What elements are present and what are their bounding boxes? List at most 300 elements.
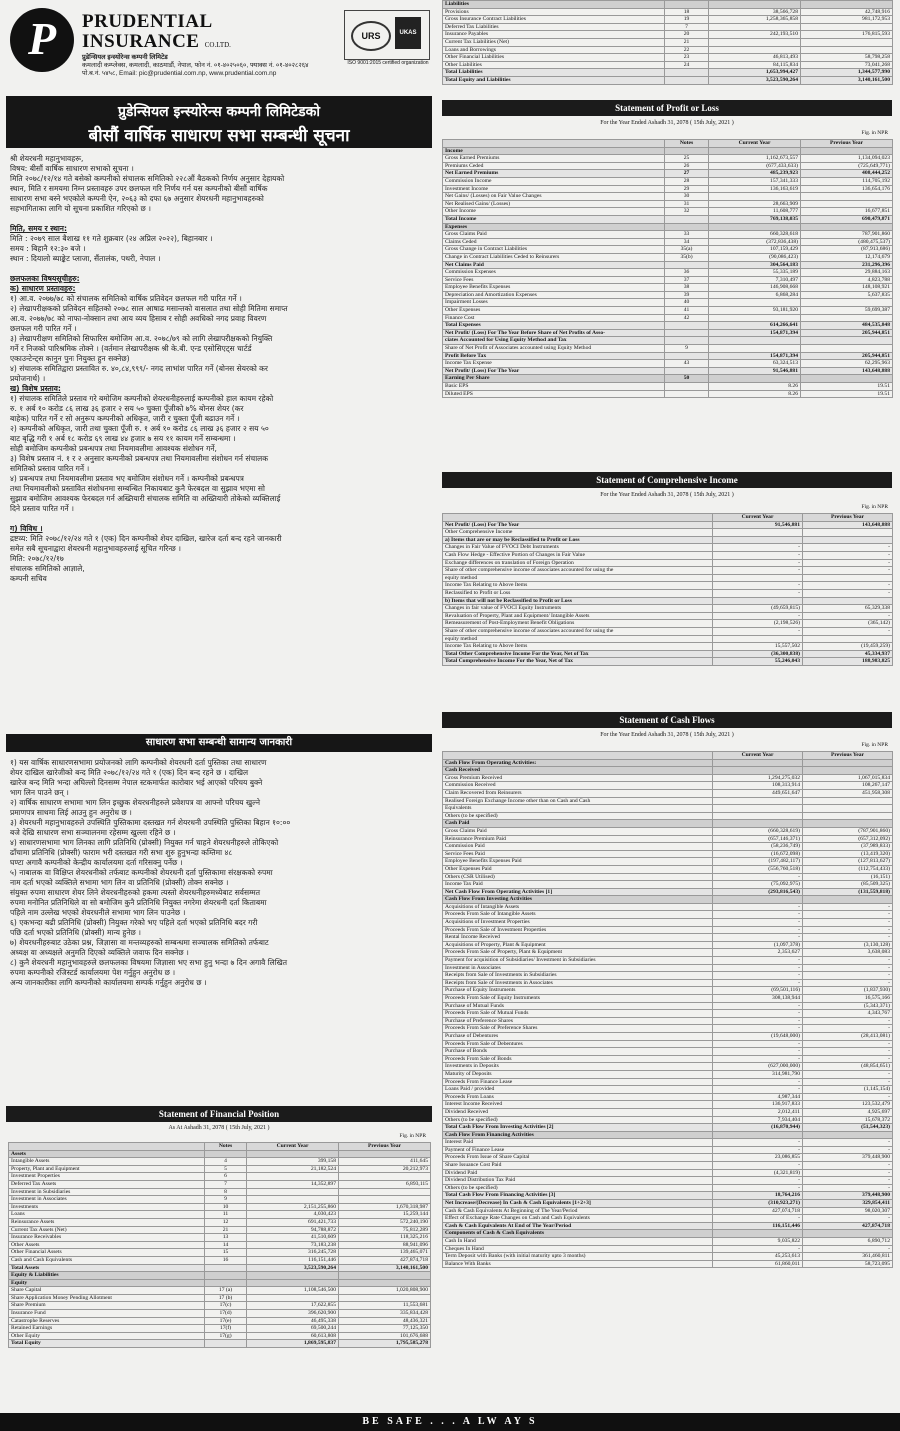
table-row	[9, 1218, 431, 1226]
table-cell: Proceeds From Loans	[443, 1093, 713, 1101]
table-cell: Share Application Money Pending Allotment	[9, 1294, 205, 1302]
table-row	[443, 246, 893, 254]
table-row	[443, 926, 893, 934]
table-cell: 17 (b)	[205, 1294, 247, 1302]
table-cell: 59,699,387	[801, 307, 893, 315]
table-cell: -	[713, 911, 803, 919]
table-cell: 19	[665, 16, 709, 24]
table-row	[443, 789, 893, 797]
table-cell: Liabilities	[443, 1, 665, 9]
table-cell: Total Cash Flow From Financing Activities [3]	[443, 1192, 713, 1200]
table-cell: Components of Cash & Cash Equivalents	[443, 1230, 713, 1238]
table-cell: 8.26	[709, 383, 801, 391]
table-cell: Cash Received	[443, 767, 713, 775]
table-cell: 11,553,681	[339, 1302, 431, 1310]
table-row	[443, 805, 893, 813]
table-cell: Maturity of Deposits	[443, 1070, 713, 1078]
table-row	[443, 215, 893, 223]
table-header-row	[9, 1143, 431, 1151]
company-name-suffix: CO.LTD.	[204, 41, 231, 49]
table-cell: Dividend Distribution Tax Paid	[443, 1177, 713, 1185]
table-cell: 1,795,585,278	[339, 1340, 431, 1348]
table-cell: 29	[665, 185, 709, 193]
ukas-badge: UKAS	[395, 17, 421, 49]
table-row	[443, 544, 893, 552]
table-cell: 379,448,900	[803, 1154, 893, 1162]
table-row	[443, 1253, 893, 1261]
table-cell: Reinsurance Premium Paid	[443, 835, 713, 843]
table-cell: 379,448,900	[803, 1192, 893, 1200]
table-cell: (90,086,423)	[709, 253, 801, 261]
table-cell: Service Fees Paid	[443, 850, 713, 858]
table-cell: Other Liabilities	[443, 61, 665, 69]
oci-subtitle: For the Year Ended Ashadh 31, 2078 ( 15th July, 2021 )	[600, 492, 734, 498]
table-cell: 427,874,718	[339, 1256, 431, 1264]
table-cell: Other Expenses Paid	[443, 865, 713, 873]
notice-line: ४) संचालक समितिद्वारा प्रस्तावित रु. ४०,८४,९९९/- नगद लाभांश पारित गर्ने (बोनस सेयरको कर	[10, 364, 268, 373]
table-cell: 139,465,071	[339, 1249, 431, 1257]
table-row	[443, 307, 893, 315]
table-cell: 3,140,161,500	[801, 76, 893, 84]
table-cell: 4,030,423	[247, 1211, 339, 1219]
table-cell: 9	[665, 345, 709, 353]
table-cell: Other Equity	[9, 1332, 205, 1340]
table-cell: (13,419,320)	[803, 850, 893, 858]
table-cell: 43	[665, 360, 709, 368]
table-row	[443, 1116, 893, 1124]
table-cell	[709, 147, 801, 155]
table-cell	[339, 1294, 431, 1302]
table-cell: Diluted EPS	[443, 390, 665, 398]
table-cell	[803, 759, 893, 767]
table-cell: 18,764,216	[713, 1192, 803, 1200]
table-row	[9, 1203, 431, 1211]
table-header-row	[443, 140, 893, 148]
table-cell	[665, 322, 709, 330]
table-cell: Other Income	[443, 208, 665, 216]
table-cell: 3,523,590,264	[247, 1264, 339, 1272]
table-row	[443, 1108, 893, 1116]
table-cell: -	[803, 1245, 893, 1253]
table-cell: Gross Claims Paid	[443, 231, 665, 239]
table-row	[443, 345, 893, 353]
table-cell: 12	[205, 1218, 247, 1226]
table-cell: -	[713, 1002, 803, 1010]
notice-line: सोही बमोजिम कम्पनीको प्रबन्धपत्र तथा नियमावलीमा आवश्यक संशोधन गर्ने,	[10, 444, 217, 453]
table-cell: -	[713, 1139, 803, 1147]
table-row	[443, 919, 893, 927]
table-row	[443, 1093, 893, 1101]
table-cell	[339, 1272, 431, 1280]
table-cell: 46,813,493	[709, 54, 801, 62]
table-cell: -	[803, 903, 893, 911]
table-cell: 38	[665, 284, 709, 292]
table-cell: -	[713, 1146, 803, 1154]
table-row	[443, 208, 893, 216]
info-line: ८) कुनै शेयरधनी महानुभावहरुले छलफलका विषयमा जिज्ञासा भए सभा हुनु भन्दा ७ दिन अगावै लिखित	[10, 958, 288, 967]
table-row	[443, 820, 893, 828]
table-row	[443, 612, 893, 620]
table-cell	[339, 1279, 431, 1287]
table-row	[443, 1177, 893, 1185]
table-cell: Dividend Received	[443, 1108, 713, 1116]
table-cell: 2,151,255,860	[247, 1203, 339, 1211]
info-line: २) वार्षिक साधारण सभामा भाग लिन इच्छुक शेयरधनीहरुले प्रवेशपत्र वा आफ्नो परिचय खुल्ने	[10, 798, 261, 807]
table-row	[443, 529, 893, 537]
table-cell: 58,723,095	[803, 1260, 893, 1268]
table-cell: Investment in Associates	[443, 964, 713, 972]
table-cell: Gross Earned Premiums	[443, 155, 665, 163]
table-cell: Cheques In Hand	[443, 1245, 713, 1253]
notice-line: ३) लेखापरीक्षण समितिको सिफारिस बमोजिम आ.व. २०७८/७९ को लागि लेखापरीक्षकको नियुक्ति	[10, 334, 273, 343]
table-row	[443, 979, 893, 987]
table-cell: Net Realised Gains/ (Losses)	[443, 200, 665, 208]
table-cell: 73,183,238	[247, 1241, 339, 1249]
table-row	[443, 23, 893, 31]
table-cell: Net Profit/ (Loss) For The Year	[443, 521, 713, 529]
table-cell: Balance With Banks	[443, 1260, 713, 1268]
table-row	[443, 972, 893, 980]
table-cell	[801, 314, 893, 322]
table-cell: Commission Income	[443, 177, 665, 185]
table-cell: 114,705,192	[801, 177, 893, 185]
table-cell	[803, 1131, 893, 1139]
table-cell: (197,482,117)	[713, 858, 803, 866]
table-cell: Net Profit/ (Loss) For The Year Before Share of Net Profits of Asso-	[443, 329, 665, 337]
table-row	[443, 1101, 893, 1109]
notice-line: २) कम्पनीको अधिकृत, जारी तथा चुक्ता पूँजी रु. १ अर्ब १० करोड ८६ लाख ३६ हजार २ सय ५०	[10, 424, 269, 433]
table-cell: -	[713, 1025, 803, 1033]
notice-line: बाट बृद्धि गरी १ अर्ब १८ करोड ६९ लाख ४४ हजार ७ सय ११ कायम गर्ने सम्बन्धमा ।	[10, 434, 236, 443]
table-cell: 6,868,284	[709, 291, 801, 299]
table-cell: Total Comprehensive Income For the Year, Net of Tax	[443, 658, 713, 666]
table-row	[443, 8, 893, 16]
table-cell: 3,523,590,264	[709, 76, 801, 84]
table-cell: 88,941,096	[339, 1241, 431, 1249]
table-cell	[247, 1173, 339, 1181]
table-cell: 17(f)	[205, 1325, 247, 1333]
table-cell	[665, 329, 709, 337]
table-cell: 4,823,788	[801, 276, 893, 284]
notice-title-line2: बीसौं वार्षिक साधारण सभा सम्बन्धी सूचना	[88, 126, 350, 146]
table-cell: Investment in Associates	[9, 1196, 205, 1204]
table-cell: -	[803, 1093, 893, 1101]
table-cell: 17 (a)	[205, 1287, 247, 1295]
table-cell: 1,653,994,427	[709, 69, 801, 77]
table-cell: -	[713, 1177, 803, 1185]
table-cell: 10	[205, 1203, 247, 1211]
company-address: कमलादी कम्प्लेक्स, कमलादी, काठमाडौं, नेपाल, फोन नं. ०१-४०२५०६०, फ्याक्स नं. ०१-४०२८२६४	[82, 62, 309, 69]
table-row	[443, 858, 893, 866]
notice-line: संचालक समितिको आज्ञाले,	[10, 564, 85, 573]
right-column	[442, 0, 894, 1431]
table-row	[443, 1184, 893, 1192]
column-header: Previous Year	[339, 1143, 431, 1151]
table-cell: Equivalents	[443, 805, 713, 813]
table-cell: 6,893,115	[339, 1180, 431, 1188]
table-cell: Current Tax Assets (Net)	[9, 1226, 205, 1234]
table-cell: b) Items that will not be Reclassified to Profit or Loss	[443, 597, 713, 605]
table-cell: -	[803, 1169, 893, 1177]
info-line: अध्यक्ष वा अध्यक्षले अनुमति दिएको व्यक्तिले जवाफ दिन सक्नेछ ।	[10, 948, 189, 957]
table-row	[443, 375, 893, 383]
table-cell: Dividend Paid	[443, 1169, 713, 1177]
table-cell: -	[803, 979, 893, 987]
table-cell: Net Cash Flow From Operating Activities [1]	[443, 888, 713, 896]
table-row	[443, 54, 893, 62]
table-cell: Cash Paid	[443, 820, 713, 828]
table-row	[443, 1260, 893, 1268]
table-cell: 361,460,811	[803, 1253, 893, 1261]
table-row	[443, 995, 893, 1003]
table-cell	[665, 352, 709, 360]
table-cell: Investment Income	[443, 185, 665, 193]
table-cell: 94,788,872	[247, 1226, 339, 1234]
table-row	[9, 1249, 431, 1257]
table-row	[443, 620, 893, 628]
table-cell: 24	[665, 61, 709, 69]
table-cell: Insurance Payables	[443, 31, 665, 39]
table-cell: Reclassified to Profit or Loss	[443, 589, 713, 597]
table-cell: (51,544,323)	[803, 1124, 893, 1132]
table-cell: -	[803, 957, 893, 965]
table-cell: 1,258,365,858	[709, 16, 801, 24]
info-line: बजे देखि साधारण सभा सञ्चालनमा रहेसम्म खुल्ला रहिने छ ।	[10, 828, 176, 837]
table-cell: (310,923,271)	[713, 1200, 803, 1208]
table-row	[443, 1222, 893, 1230]
table-cell: 2,012,411	[713, 1108, 803, 1116]
table-cell: 205,944,851	[801, 329, 893, 337]
table-cell: Share Issuance Cost Paid	[443, 1162, 713, 1170]
table-cell: 691,421,733	[247, 1218, 339, 1226]
table-cell: Realised Foreign Exchange Income other than on Cash and Cash	[443, 797, 713, 805]
brand-header	[6, 2, 432, 94]
cf-title: Statement of Cash Flows	[442, 712, 892, 728]
table-cell: Current Tax Liabilities (Net)	[443, 38, 665, 46]
table-cell: Income	[443, 147, 665, 155]
table-cell: 484,535,848	[801, 322, 893, 330]
table-cell: 614,266,641	[709, 322, 801, 330]
table-cell: 769,138,035	[709, 215, 801, 223]
table-cell: -	[713, 559, 803, 567]
table-cell: 188,983,825	[803, 658, 893, 666]
table-row	[443, 650, 893, 658]
table-cell: Retained Earnings	[9, 1325, 205, 1333]
table-cell: 17(d)	[205, 1310, 247, 1318]
table-cell: 231,296,396	[801, 261, 893, 269]
notice-line: श्री शेयरधनी महानुभावहरू,	[10, 154, 84, 163]
table-cell	[205, 1272, 247, 1280]
table-cell: Cash Flow From Financing Activities	[443, 1131, 713, 1139]
table-row	[443, 185, 893, 193]
table-cell: -	[713, 979, 803, 987]
table-row	[443, 360, 893, 368]
table-cell	[205, 1150, 247, 1158]
table-row	[443, 774, 893, 782]
notice-line: प्रयोजनार्थ) ।	[10, 374, 46, 383]
table-cell: (48,854,651)	[803, 1063, 893, 1071]
table-cell: 9,035,822	[713, 1238, 803, 1246]
table-cell: 16	[205, 1256, 247, 1264]
company-name	[82, 12, 231, 55]
table-cell: 36	[665, 269, 709, 277]
table-cell: Purchase of Debentures	[443, 1032, 713, 1040]
table-row	[443, 284, 893, 292]
table-cell: (127,813,627)	[803, 858, 893, 866]
table-row	[443, 567, 893, 575]
table-row	[443, 1207, 893, 1215]
table-cell: (4,321,819)	[713, 1169, 803, 1177]
notice-line: २) लेखापरीक्षकको प्रतिवेदन सहितको २०७८ साल आषाढ मसान्तको वासलात तथा सोही मितिमा समाप्त	[10, 304, 288, 313]
table-cell: 427,074,718	[713, 1207, 803, 1215]
sofp-fig-note: Fig. in NPR	[399, 1133, 426, 1139]
table-cell: 98,020,307	[803, 1207, 893, 1215]
notice-line: ४) प्रबन्धपत्र तथा नियमावलीमा प्रस्ताव भए बमोजिम संशोधन गर्ने । कम्पनीको प्रबन्धपत्र	[10, 474, 244, 483]
info-line: घण्टा अगावै कम्पनीको केन्द्रीय कार्यालयमा दर्ता गरिसक्नु पर्नेछ ।	[10, 858, 183, 867]
table-cell: -	[803, 612, 893, 620]
info-line: ६) एकभन्दा बढी प्रतिनिधि (प्रोक्सी) नियुक्त गरेको भए पहिले दर्ता भएको प्रतिनिधि बदर गरी	[10, 918, 258, 927]
info-line: ३) शेयरधनी महानुभावहरुले उपस्थिति पुस्तिकामा दस्तखत गर्न शेयरधनी उपस्थिति पुस्तिका बिहान १०:००	[10, 818, 291, 827]
table-cell: (787,901,860)	[803, 827, 893, 835]
table-cell	[713, 820, 803, 828]
table-cell	[713, 574, 803, 582]
table-cell: Commission Received	[443, 782, 713, 790]
table-cell: (58,236,749)	[713, 843, 803, 851]
table-cell: Investment in Subsidiaries	[9, 1188, 205, 1196]
table-cell: 45,334,937	[803, 650, 893, 658]
table-cell: Others (CSR Utilised)	[443, 873, 713, 881]
table-row	[443, 1245, 893, 1253]
notice-line: मिति २०७८/१२/१४ गते बसेको कम्पनीको संचालक समितिको २२८औं बैठकको निर्णय अनुसार देहायको	[10, 174, 285, 183]
table-cell	[801, 38, 893, 46]
table-cell: 7,310,497	[709, 276, 801, 284]
table-cell: 157,341,333	[709, 177, 801, 185]
table-cell: -	[803, 934, 893, 942]
table-row	[443, 162, 893, 170]
table-cell: (1,097,378)	[713, 941, 803, 949]
table-cell: Commission Expenses	[443, 269, 665, 277]
notice-line: मिति: २०७८/१२/१७	[10, 554, 64, 563]
footer-slogan: BE SAFE . . . A LW AY S	[0, 1413, 900, 1431]
table-cell: (480,475,537)	[801, 238, 893, 246]
table-row	[443, 589, 893, 597]
table-cell	[801, 223, 893, 231]
table-cell: -	[803, 1146, 893, 1154]
info-line: प्रमाणपत्र साथमा लिई आउनु हुन अनुरोध छ ।	[10, 808, 132, 817]
table-cell: 20,212,973	[339, 1165, 431, 1173]
table-cell: (49,659,815)	[713, 605, 803, 613]
table-cell: Share Capital	[9, 1287, 205, 1295]
table-cell: Term Deposit with Banks (with initial maturity upto 3 months)	[443, 1253, 713, 1261]
table-row	[443, 1162, 893, 1170]
table-cell: 1,020,808,900	[339, 1287, 431, 1295]
table-cell: Earning Per Share	[443, 375, 665, 383]
table-cell: (1,145,154)	[803, 1086, 893, 1094]
table-cell: 1,108,546,500	[247, 1287, 339, 1295]
table-cell: a) Items that are or may be Reclassified to Profit or Loss	[443, 536, 713, 544]
table-cell	[713, 1230, 803, 1238]
table-cell: 7	[665, 23, 709, 31]
table-row	[443, 574, 893, 582]
table-cell: 308,138,944	[713, 995, 803, 1003]
table-cell: Net Earned Premiums	[443, 170, 665, 178]
table-cell: Purchase of Equity Instruments	[443, 987, 713, 995]
notice-line: ग) विविध ।	[10, 524, 43, 533]
table-row	[443, 61, 893, 69]
table-cell: Cash and Cash Equivalents	[9, 1256, 205, 1264]
notice-line: १) संचालक समितिले प्रस्ताव गरे बमोजिम कम्पनीको शेयरधनीहरुलाई कम्पनीको हाल कायम रहेको	[10, 394, 274, 403]
table-cell: 41	[665, 307, 709, 315]
table-row	[443, 253, 893, 261]
table-row	[9, 1332, 431, 1340]
table-cell	[665, 69, 709, 77]
table-cell	[247, 1150, 339, 1158]
table-cell	[665, 390, 709, 398]
table-cell	[713, 529, 803, 537]
table-row	[443, 843, 893, 851]
table-cell: Investment Properties	[9, 1173, 205, 1181]
table-cell: 148,108,921	[801, 284, 893, 292]
table-cell: 50	[665, 375, 709, 383]
table-row	[443, 873, 893, 881]
table-cell: Gross Insurance Contract Liabilities	[443, 16, 665, 24]
table-cell: 75,812,289	[339, 1226, 431, 1234]
table-cell: Property, Plant and Equipment	[9, 1165, 205, 1173]
table-row	[443, 155, 893, 163]
table-cell	[339, 1173, 431, 1181]
table-cell: Income Tax Relating to Above Items	[443, 643, 713, 651]
pl-fig-note: Fig. in NPR	[861, 130, 888, 136]
table-cell: Interest Income Received	[443, 1101, 713, 1109]
table-cell	[803, 574, 893, 582]
table-cell: 304,564,183	[709, 261, 801, 269]
notice-line: बाहेक) पारित गर्ने र सो अनुरूप कम्पनीको अधिकृत, जारी र चुक्ता पूँजी बढाउन गर्ने ।	[10, 414, 240, 423]
column-header	[9, 1143, 205, 1151]
table-cell: 18	[665, 8, 709, 16]
general-info-body	[10, 758, 428, 988]
table-row	[9, 1256, 431, 1264]
table-cell: 4,987,344	[713, 1093, 803, 1101]
info-line: ५) नाबालक वा विक्षिप्त शेयरधनीको तर्फबाट कम्पनीको शेयरधनी दर्ता पुस्तिकामा संरक्षकको रुपमा	[10, 868, 273, 877]
table-row	[443, 383, 893, 391]
table-cell: 38,566,728	[709, 8, 801, 16]
table-cell: 11,608,777	[709, 208, 801, 216]
table-cell: Employee Benefits Expenses	[443, 284, 665, 292]
liabilities-table	[442, 0, 893, 85]
table-cell: ciates Accounted for Using Equity Method and Tax	[443, 337, 665, 345]
table-cell	[713, 805, 803, 813]
table-cell: Impairment Losses	[443, 299, 665, 307]
table-cell: 981,172,953	[801, 16, 893, 24]
table-cell: 572,240,190	[339, 1218, 431, 1226]
table-row	[9, 1279, 431, 1287]
table-row	[443, 658, 893, 666]
table-cell: -	[803, 1162, 893, 1170]
info-line: नाम दर्ता भएको व्यक्तिले सभामा भाग लिन वा प्रतिनिधि (प्रोक्सी) तोक्न सक्नेछ ।	[10, 878, 229, 887]
table-cell	[205, 1264, 247, 1272]
table-cell: Interest Paid	[443, 1139, 713, 1147]
table-cell: -	[803, 1184, 893, 1192]
table-cell: 29,884,163	[801, 269, 893, 277]
table-row	[443, 1086, 893, 1094]
table-row	[443, 888, 893, 896]
table-cell: -	[713, 926, 803, 934]
table-cell: 77,125,350	[339, 1325, 431, 1333]
table-cell: 1,067,015,834	[803, 774, 893, 782]
table-cell: 55,335,189	[709, 269, 801, 277]
table-cell: Proceeds From Sale of Intangible Assets	[443, 911, 713, 919]
table-row	[443, 782, 893, 790]
